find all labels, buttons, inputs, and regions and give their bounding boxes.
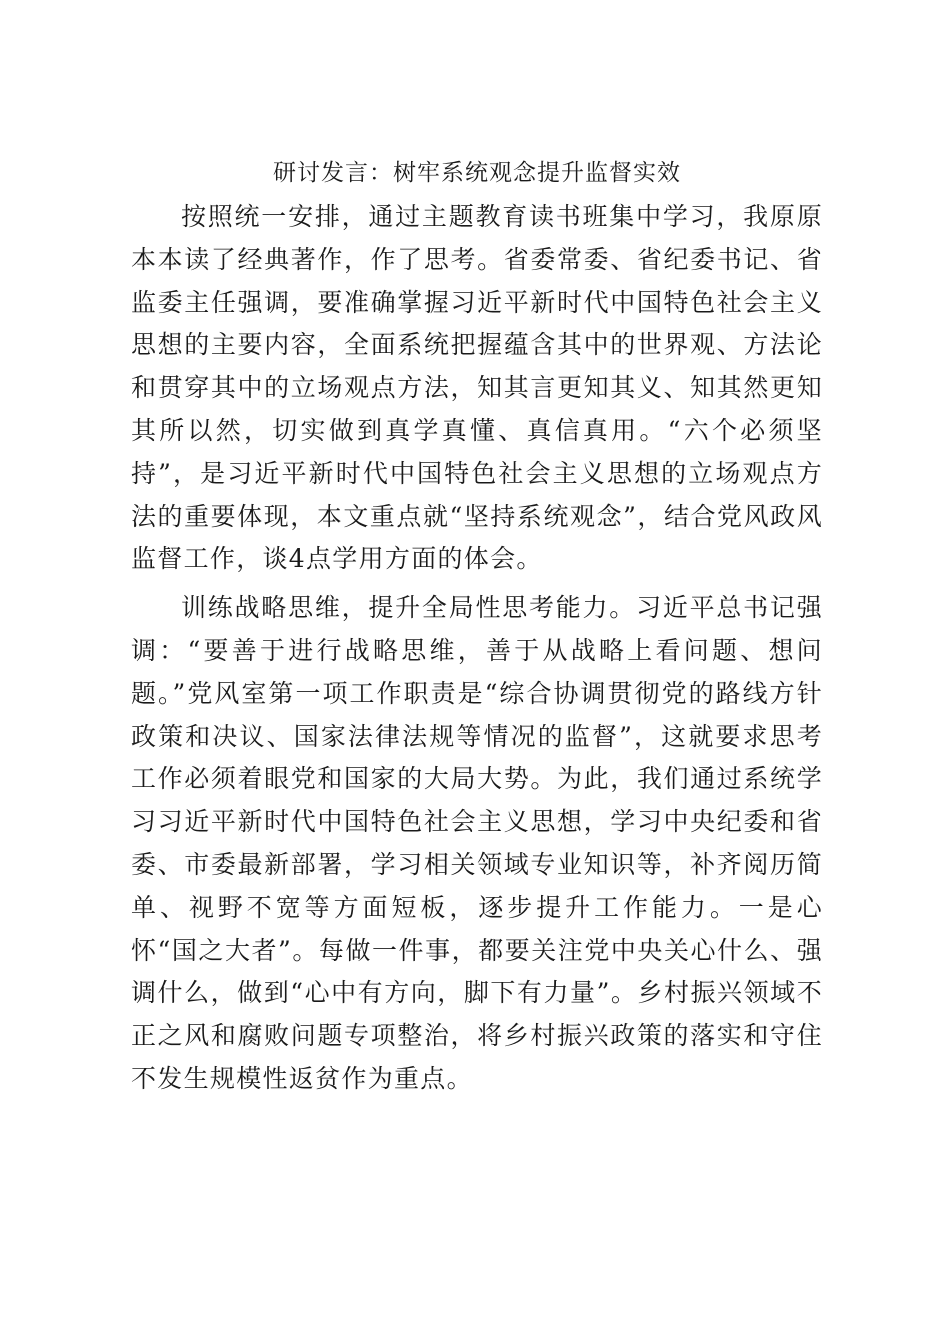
- document-title: 研讨发言：树牢系统观念提升监督实效: [273, 160, 681, 186]
- document-page: [131, 150, 823, 1101]
- paragraph-strategic-thinking: 训练战略思维，提升全局性思考能力。习近平总书记强调：“要善于进行战略思维，善于从战略上看问题、想问题。”党风室第一项工作职责是“综合协调贯彻党的路线方针政策和决议、国家法律法规等情况的监督”，这就要求思考工作必须着眼党和国家的大局大势。为此，我们通过系统学习习近平新时代中国特色社会主义思想，学习中央纪委和省委、市委最新部署，学习相关领域专业知识等，补齐阅历简单、视野不宽等方面短板，逐步提升工作能力。一是心怀“国之大者”。每做一件事，都要关注党中央关心什么、强调什么，做到“心中有方向，脚下有力量”。乡村振兴领域不正之风和腐败问题专项整治，将乡村振兴政策的落实和守住不发生规模性返贫作为重点。: [131, 593, 823, 1093]
- paragraph-intro: 按照统一安排，通过主题教育读书班集中学习，我原原本本读了经典著作，作了思考。省委常委、省纪委书记、省监委主任强调，要准确掌握习近平新时代中国特色社会主义思想的主要内容，全面系统把握蕴含其中的世界观、方法论和贯穿其中的立场观点方法，知其言更知其义、知其然更知其所以然，切实做到真学真懂、真信真用。“六个必须坚持”，是习近平新时代中国特色社会主义思想的立场观点方法的重要体现，本文重点就“坚持系统观念”，结合党风政风监督工作，谈4点学用方面的体会。: [131, 202, 823, 574]
